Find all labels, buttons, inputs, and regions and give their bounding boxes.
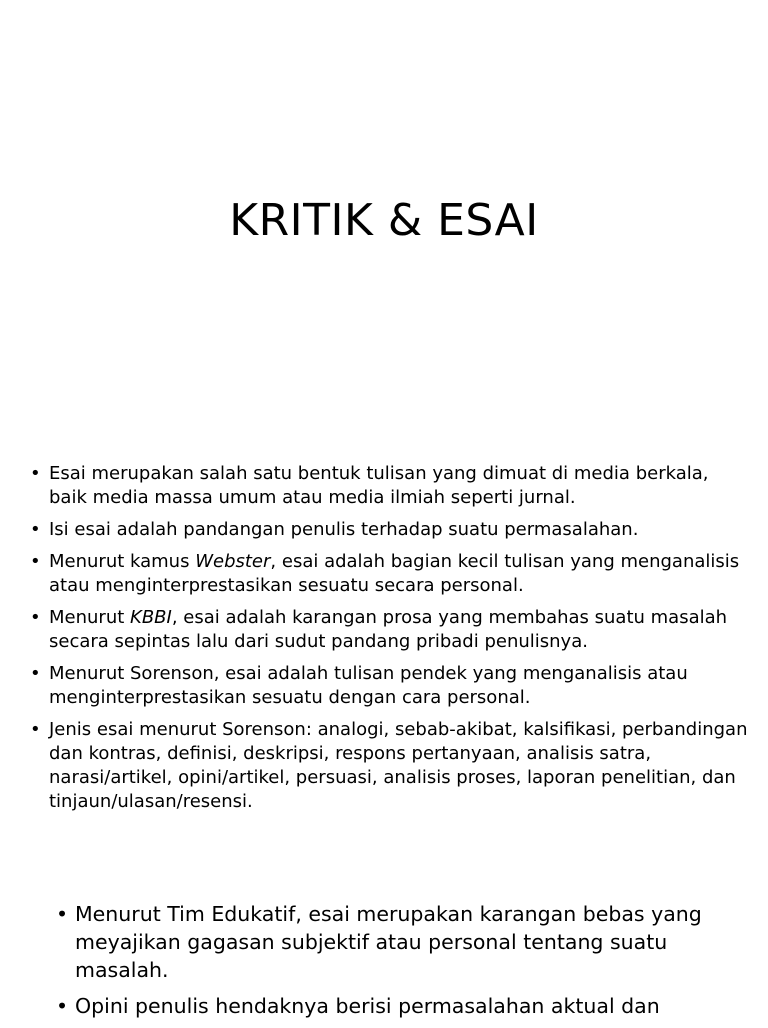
bullet-list [30, 462, 752, 822]
bullet-text: Opini penulis hendaknya berisi permasalahan aktual dan [75, 994, 660, 1018]
bullet-icon: • [30, 519, 41, 540]
bullet-text: Jenis esai menurut Sorenson: analogi, sebab-akibat, kalsifikasi, perbandingan dan kontras, definisi, deskripsi, respons pertanyaan, analisis satra, narasi/artikel, opini/artikel, persuasi, analisis proses, laporan penelitian, dan tinjaun/ulasan/resensi. [49, 719, 748, 812]
bullet-text-pre: Menurut kamus [49, 551, 196, 572]
title-slide [0, 0, 768, 420]
bullet-icon: • [30, 663, 41, 684]
bullet-icon: • [30, 719, 41, 740]
bullet-text-post: , esai adalah bagian kecil tulisan yang menganalisis atau menginterprestasikan sesuatu secara personal. [49, 551, 740, 596]
bullet-item [30, 518, 752, 542]
bullet-text: Menurut Sorenson, esai adalah tulisan pendek yang menganalisis atau menginterprestasikan sesuatu dengan cara personal. [49, 663, 688, 708]
definition-slide [0, 420, 768, 860]
bullet-item [56, 992, 756, 1020]
bullet-text: Esai merupakan salah satu bentuk tulisan yang dimuat di media berkala, baik media massa umum atau media ilmiah seperti jurnal. [49, 463, 709, 508]
bullet-item [30, 462, 752, 510]
bullet-icon: • [56, 994, 69, 1018]
bullet-item [56, 900, 756, 984]
bullet-icon: • [56, 902, 69, 926]
bullet-item [30, 718, 752, 814]
bullet-icon: • [30, 551, 41, 572]
slide-title: KRITIK & ESAI [229, 195, 539, 247]
bullet-text: Isi esai adalah pandangan penulis terhadap suatu permasalahan. [49, 519, 639, 540]
bullet-item [30, 606, 752, 654]
bullet-text-post: , esai adalah karangan prosa yang membahas suatu masalah secara sepintas lalu dari sudut pandang pribadi penulisnya. [49, 607, 728, 652]
continuation-slide [0, 860, 768, 1024]
bullet-text-italic: Webster [195, 551, 271, 572]
bullet-item [30, 662, 752, 710]
bullet-text: Menurut Tim Edukatif, esai merupakan karangan bebas yang meyajikan gagasan subjektif atau personal tentang suatu masalah. [75, 902, 702, 982]
bullet-list [56, 900, 756, 1028]
bullet-text-italic: KBBI [130, 607, 172, 628]
bullet-text-pre: Menurut [49, 607, 131, 628]
bullet-item [30, 550, 752, 598]
bullet-icon: • [30, 607, 41, 628]
bullet-icon: • [30, 463, 41, 484]
